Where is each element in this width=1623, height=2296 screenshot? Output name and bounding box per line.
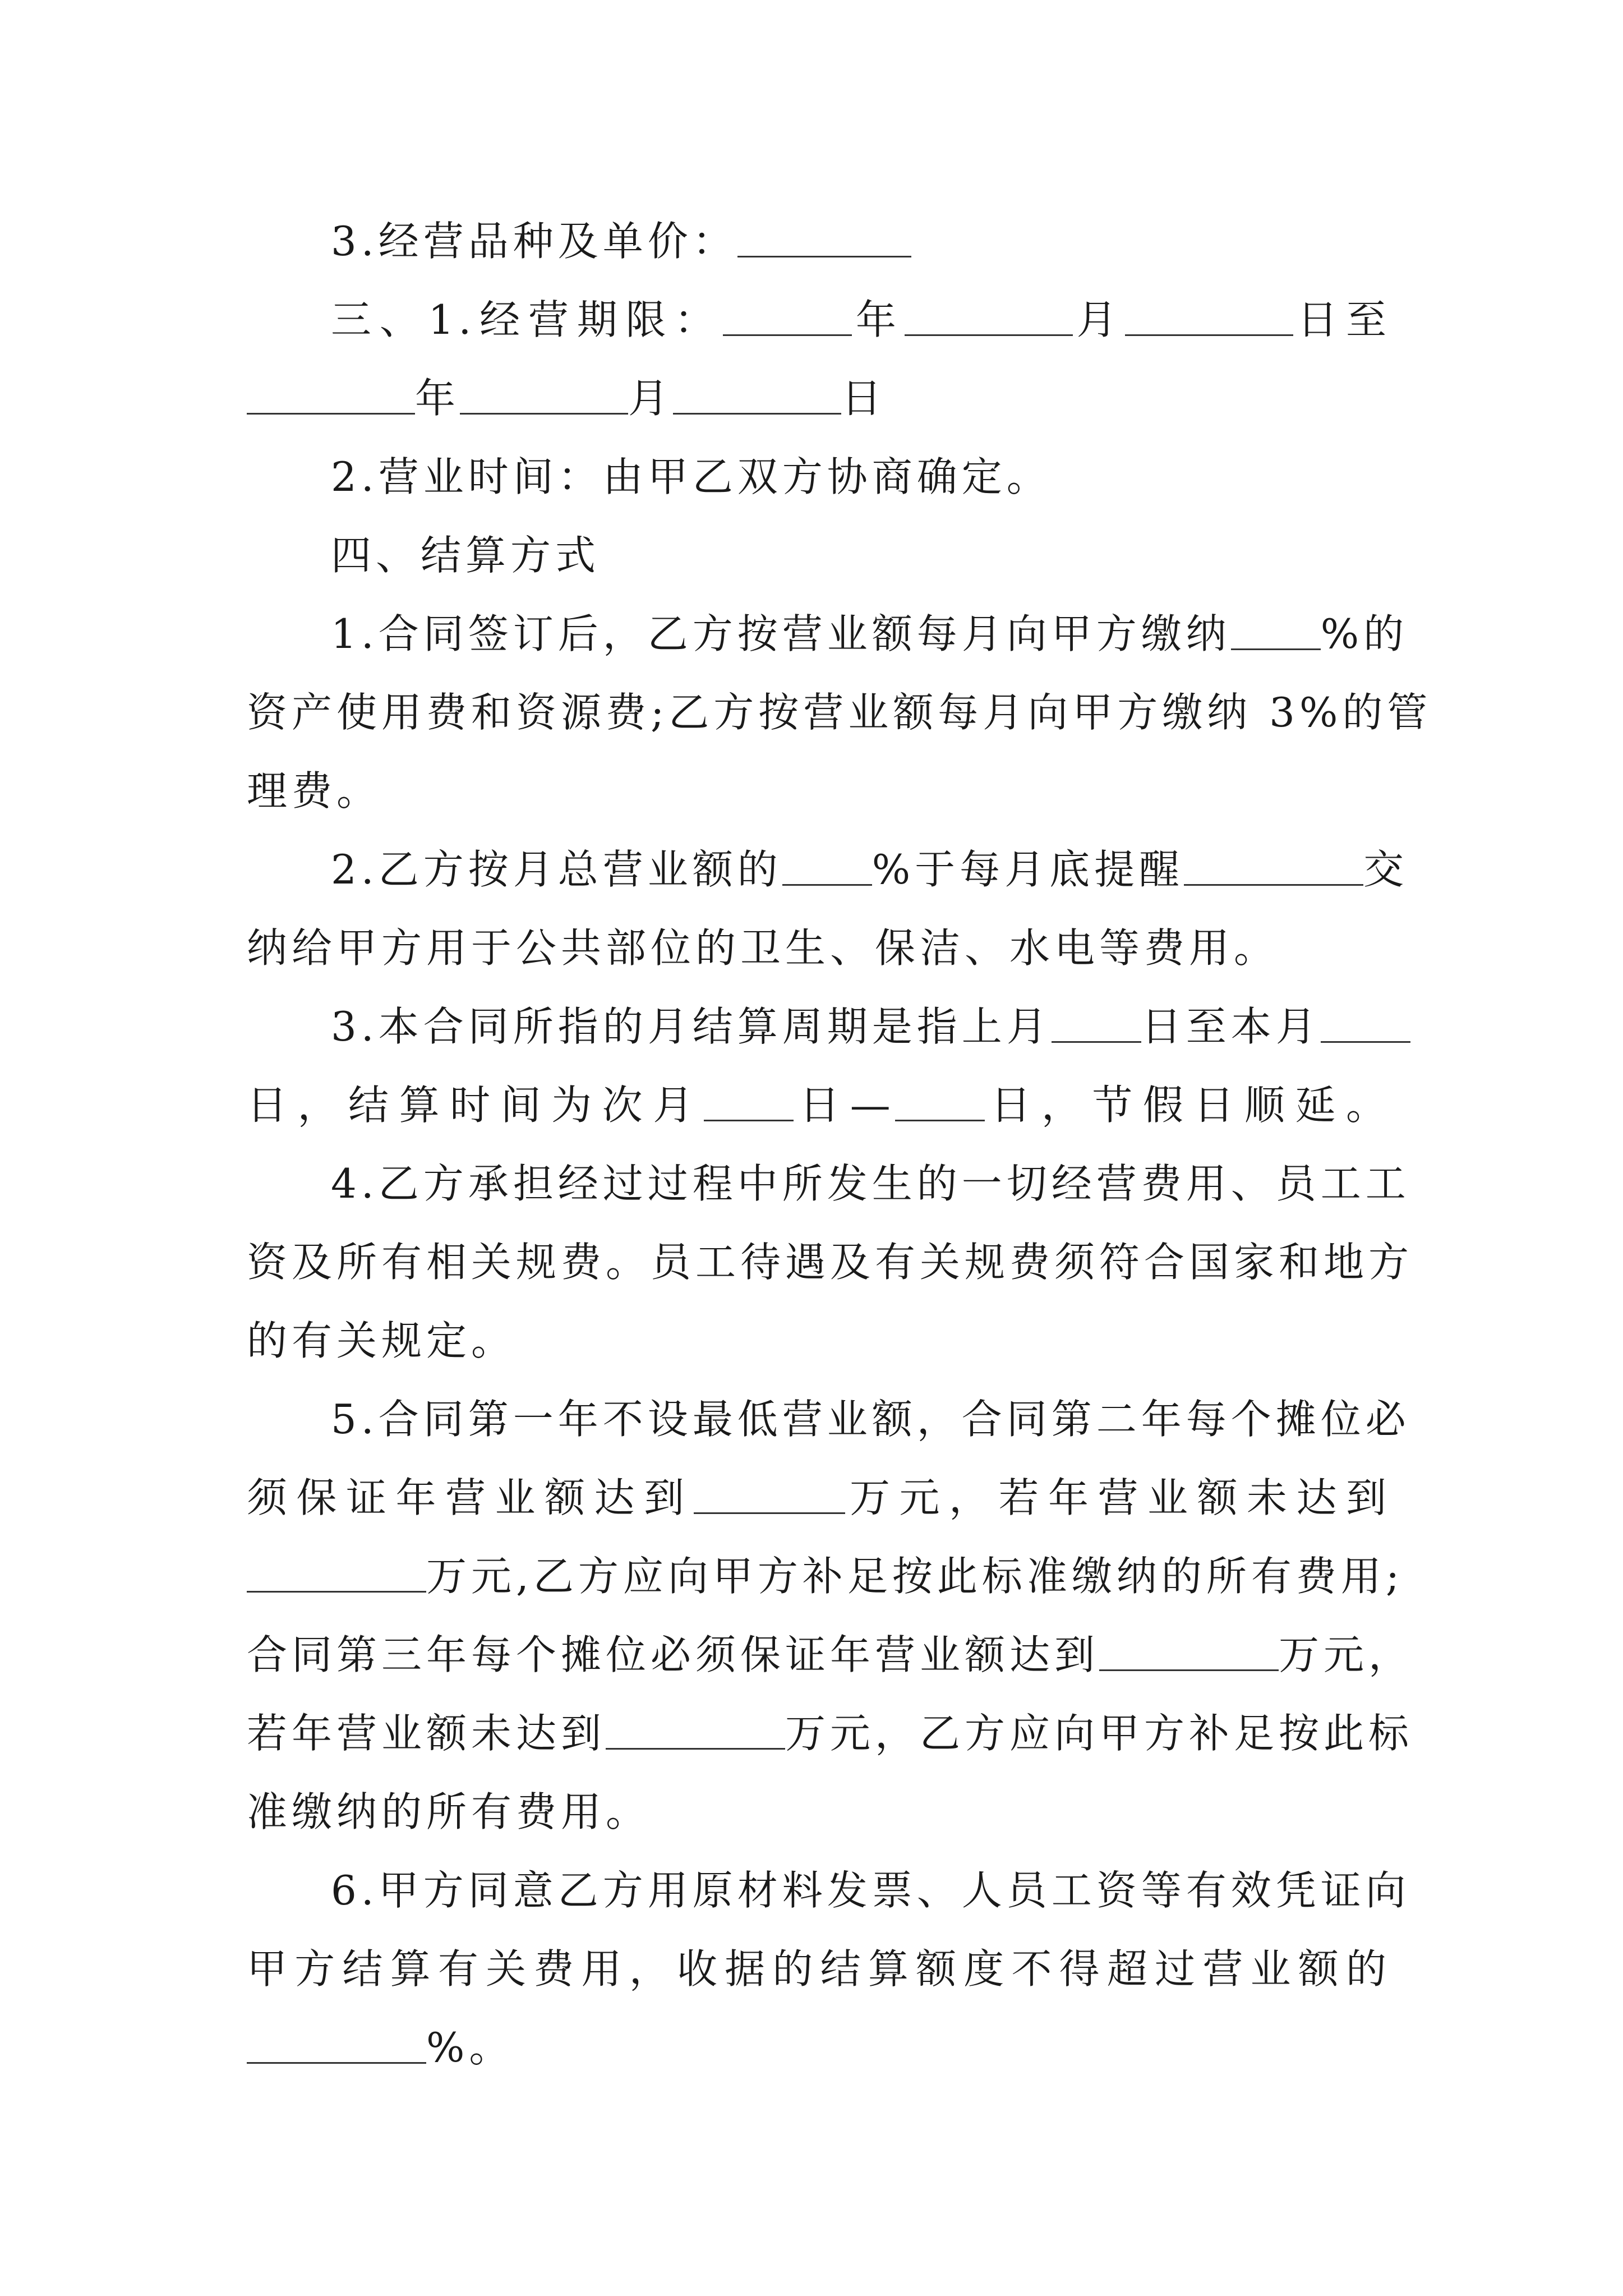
text: 若年营业额未达到 [247, 1710, 606, 1757]
blank-field[interactable] [1184, 852, 1363, 886]
text: %于每月底提醒 [872, 846, 1184, 893]
clause-4-2-line-2 [247, 909, 1391, 987]
clause-3-2-line [247, 438, 1391, 516]
text: 日，结算时间为次月 [247, 1082, 704, 1129]
text: 日，节假日顺延。 [984, 1082, 1391, 1129]
section-3-term-line-2 [247, 359, 1391, 438]
text: 资产使用费和资源费;乙方按营业额每月向甲方缴纳 3%的管 [247, 689, 1432, 736]
clause-4-5-line-6 [247, 1773, 1391, 1851]
text: 资及所有相关规费。员工待遇及有关规费须符合国家和地方 [247, 1239, 1414, 1286]
clause-4-6-line-1 [247, 1851, 1410, 1930]
blank-field[interactable] [1125, 302, 1293, 336]
clause-4-4-line-2 [247, 1223, 1414, 1301]
text: 准缴纳的所有费用。 [247, 1788, 651, 1835]
blank-field[interactable] [895, 1087, 985, 1121]
text: 4.乙方承担经过过程中所发生的一切经营费用、员工工 [331, 1160, 1410, 1207]
clause-4-3-line-1 [247, 987, 1391, 1066]
blank-field[interactable] [247, 2030, 426, 2064]
text: 2.营业时间：由甲乙双方协商确定。 [331, 453, 1052, 500]
text: 日至 [1293, 296, 1391, 343]
text: 理费。 [247, 767, 382, 815]
blank-field[interactable] [673, 380, 841, 415]
text: 纳给甲方用于公共部位的卫生、保洁、水电等费用。 [247, 924, 1279, 972]
text: 年 [852, 296, 905, 343]
clause-4-1-line-1 [247, 595, 1409, 673]
clause-4-2-line-1 [247, 830, 1409, 909]
blank-field[interactable] [1231, 616, 1321, 650]
text: 万元，乙方应向甲方补足按此标 [785, 1710, 1414, 1757]
blank-field[interactable] [704, 1087, 794, 1121]
blank-field[interactable] [737, 223, 911, 257]
text: %。 [426, 2024, 514, 2071]
text: 月 [628, 375, 674, 422]
clause-4-6-line-2 [247, 1930, 1391, 2008]
blank-field[interactable] [247, 1558, 426, 1593]
blank-field[interactable] [782, 852, 872, 886]
clause-3-3-line [247, 202, 1391, 280]
text: 3.经营品种及单价： [331, 218, 737, 265]
clause-4-6-line-3 [247, 2008, 1391, 2087]
text: 万元，若年营业额未达到 [845, 1474, 1391, 1521]
clause-4-3-line-2 [247, 1066, 1391, 1144]
text: 甲方结算有关费用，收据的结算额度不得超过营业额的 [247, 1945, 1391, 1993]
text: 日— [793, 1082, 895, 1129]
section-3-term-line-1 [247, 280, 1391, 359]
text: 日 [841, 375, 887, 422]
blank-field[interactable] [723, 302, 852, 336]
clause-4-4-line-3 [247, 1301, 1391, 1380]
blank-field[interactable] [1321, 1009, 1410, 1043]
text: 万元,乙方应向甲方补足按此标准缴纳的所有费用; [426, 1553, 1404, 1600]
text: 三、1.经营期限： [331, 296, 723, 343]
blank-field[interactable] [1052, 1009, 1141, 1043]
clause-4-1-line-3 [247, 752, 1391, 830]
text: 6.甲方同意乙方用原材料发票、人员工资等有效凭证向 [331, 1867, 1410, 1914]
text: %的 [1320, 610, 1409, 657]
text: 2.乙方按月总营业额的 [331, 846, 782, 893]
text: 日至本月 [1141, 1003, 1321, 1050]
clause-4-5-line-5 [247, 1694, 1414, 1773]
clause-4-5-line-1 [247, 1380, 1410, 1458]
text: 3.本合同所指的月结算周期是指上月 [331, 1003, 1052, 1050]
blank-field[interactable] [1099, 1637, 1279, 1671]
text: 合同第三年每个摊位必须保证年营业额达到 [247, 1631, 1100, 1678]
contract-page [247, 202, 1432, 2087]
text: 1.合同签订后，乙方按营业额每月向甲方缴纳 [331, 610, 1231, 657]
text: 四、结算方式 [331, 532, 601, 579]
text: 万元， [1279, 1631, 1414, 1678]
clause-4-5-line-4 [247, 1616, 1414, 1694]
clause-4-5-line-2 [247, 1458, 1391, 1537]
text: 月 [1072, 296, 1126, 343]
text: 5.合同第一年不设最低营业额，合同第二年每个摊位必 [331, 1396, 1410, 1443]
blank-field[interactable] [460, 380, 628, 415]
blank-field[interactable] [606, 1715, 785, 1750]
clause-4-1-line-2 [247, 673, 1432, 752]
blank-field[interactable] [905, 302, 1073, 336]
section-4-heading [247, 516, 1391, 595]
clause-4-4-line-1 [247, 1144, 1410, 1223]
text: 须保证年营业额达到 [247, 1474, 694, 1521]
text: 年 [415, 375, 460, 422]
blank-field[interactable] [247, 380, 415, 415]
text: 的有关规定。 [247, 1317, 517, 1364]
clause-4-5-line-3 [247, 1537, 1404, 1616]
blank-field[interactable] [694, 1480, 845, 1514]
text: 交 [1363, 846, 1409, 893]
